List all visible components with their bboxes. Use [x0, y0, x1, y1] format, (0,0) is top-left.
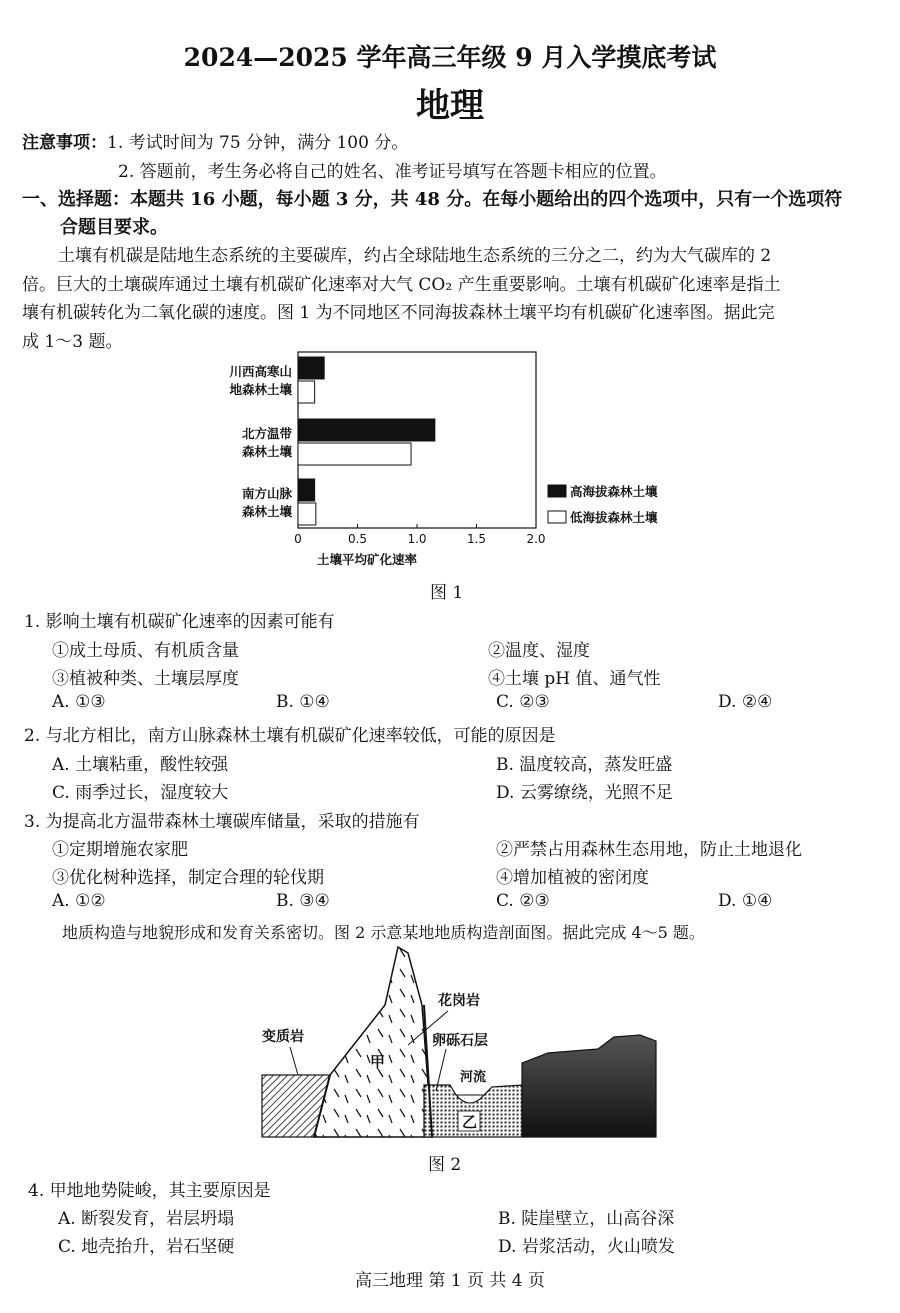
- q4-option-a: A. 断裂发育，岩层坍塌: [58, 1209, 235, 1229]
- category-label-1-0: 北方温带: [241, 426, 292, 441]
- notice-item-1: 1. 考试时间为 75 分钟，满分 100 分。: [107, 133, 409, 153]
- passage-1-line-3: 壤有机碳转化为二氧化碳的速度。图 1 为不同地区不同海拔森林土壤平均有机碳矿化速率图。据此完: [22, 303, 775, 323]
- bar-low-altitude-2: [298, 503, 316, 525]
- subject-title: 地理: [416, 86, 484, 126]
- q2-option-d: D. 云雾缭绕，光照不足: [496, 783, 673, 803]
- bar-high-altitude-2: [298, 479, 315, 501]
- category-label-2-0: 南方山脉: [241, 486, 292, 501]
- exam-title: 2024—2025 学年高三年级 9 月入学摸底考试: [183, 43, 717, 72]
- river-label: 河流: [460, 1070, 487, 1085]
- figure-1-chart: [0, 350, 900, 575]
- legend-swatch-0: [548, 485, 566, 497]
- category-label-1-1: 森林土壤: [241, 444, 292, 459]
- legend-label-0: 高海拔森林土壤: [570, 484, 658, 499]
- x-tick-label: 1.5: [466, 532, 487, 546]
- bar-high-altitude-0: [298, 357, 324, 379]
- passage-1-line-2: 倍。巨大的土壤碳库通过土壤有机碳矿化速率对大气 CO₂ 产生重要影响。土壤有机碳矿化速率是指土: [22, 275, 781, 295]
- q1-option-a: A. ①③: [52, 692, 106, 712]
- legend-label-1: 低海拔森林土壤: [570, 510, 658, 525]
- q1-option-c: C. ②③: [496, 692, 550, 712]
- q1-statement-1: ①成土母质、有机质含量: [52, 641, 239, 661]
- notice-line-1: [22, 128, 408, 153]
- conglomerate-label: 卵砾石层: [432, 1033, 488, 1049]
- x-tick-label: 1.0: [407, 532, 427, 546]
- granite-label: 花岗岩: [438, 993, 480, 1009]
- figure-2-caption: 图 2: [428, 1155, 462, 1175]
- q3-statement-3: ③优化树种选择，制定合理的轮伐期: [52, 868, 324, 888]
- q3-option-a: A. ①②: [52, 891, 106, 911]
- category-label-0-0: 川西高寒山: [229, 364, 292, 379]
- q4-stem: 4. 甲地地势陡峻，其主要原因是: [28, 1181, 271, 1201]
- bar-low-altitude-0: [298, 381, 315, 403]
- q3-stem: 3. 为提高北方温带森林土壤碳库储量，采取的措施有: [24, 812, 420, 832]
- metamorphic-leader: [290, 1047, 298, 1075]
- figure-1-caption: 图 1: [430, 583, 464, 603]
- legend-swatch-1: [548, 511, 566, 523]
- q2-option-b: B. 温度较高，蒸发旺盛: [496, 755, 673, 775]
- q1-stem: 1. 影响土壤有机碳矿化速率的因素可能有: [24, 612, 335, 632]
- q2-option-c: C. 雨季过长，湿度较大: [52, 783, 229, 803]
- q3-option-c: C. ②③: [496, 891, 550, 911]
- bar-high-altitude-1: [298, 419, 435, 441]
- q1-statement-4: ④土壤 pH 值、通气性: [488, 669, 661, 689]
- passage-1-line-4: 成 1～3 题。: [22, 332, 123, 352]
- q1-option-b: B. ①④: [276, 692, 330, 712]
- q1-statement-3: ③植被种类、土壤层厚度: [52, 669, 239, 689]
- yi-label: 乙: [462, 1113, 478, 1131]
- x-tick-label: 0.5: [347, 532, 368, 546]
- figure-2-cross-section: [0, 945, 900, 1145]
- granite-body: [314, 947, 432, 1137]
- x-tick-label: 2.0: [526, 532, 546, 546]
- x-axis-label: 土壤平均矿化速率: [316, 552, 418, 567]
- q3-statement-4: ④增加植被的密闭度: [496, 868, 649, 888]
- q4-option-b: B. 陡崖壁立，山高谷深: [498, 1209, 675, 1229]
- q1-option-d: D. ②④: [718, 692, 773, 712]
- section-1-heading: 一、选择题：本题共 16 小题，每小题 3 分，共 48 分。在每小题给出的四个选项中，只有一个选项符: [22, 189, 843, 210]
- q4-option-d: D. 岩浆活动，火山喷发: [498, 1237, 675, 1257]
- q3-option-b: B. ③④: [276, 891, 330, 911]
- q3-statement-2: ②严禁占用森林生态用地，防止土地退化: [496, 840, 802, 860]
- q4-option-c: C. 地壳抬升，岩石坚硬: [58, 1237, 235, 1257]
- page-footer: 高三地理 第 1 页 共 4 页: [354, 1271, 546, 1291]
- notice-label: 注意事项：: [22, 133, 107, 153]
- passage-1-line-1: 土壤有机碳是陆地生态系统的主要碳库，约占全球陆地生态系统的三分之二，约为大气碳库的 2: [58, 246, 772, 266]
- q2-stem: 2. 与北方相比，南方山脉森林土壤有机碳矿化速率较低，可能的原因是: [24, 726, 556, 746]
- x-tick-label: 0: [294, 532, 302, 546]
- section-1-heading-cont: 合题目要求。: [60, 217, 168, 238]
- jia-label: 甲: [370, 1053, 386, 1071]
- category-label-0-1: 地森林土壤: [229, 382, 292, 397]
- category-label-2-1: 森林土壤: [241, 504, 292, 519]
- notice-item-2: 2. 答题前，考生务必将自己的姓名、准考证号填写在答题卡相应的位置。: [118, 162, 667, 182]
- bar-low-altitude-1: [298, 443, 411, 465]
- passage-2: 地质构造与地貌形成和发育关系密切。图 2 示意某地地质构造剖面图。据此完成 4～5 题。: [62, 923, 705, 942]
- q1-statement-2: ②温度、湿度: [488, 641, 590, 661]
- metamorphic-label: 变质岩: [262, 1029, 304, 1045]
- q3-statement-1: ①定期增施农家肥: [52, 840, 188, 860]
- q2-option-a: A. 土壤粘重，酸性较强: [52, 755, 229, 775]
- dark-rock-block: [522, 1035, 656, 1137]
- q3-option-d: D. ①④: [718, 891, 773, 911]
